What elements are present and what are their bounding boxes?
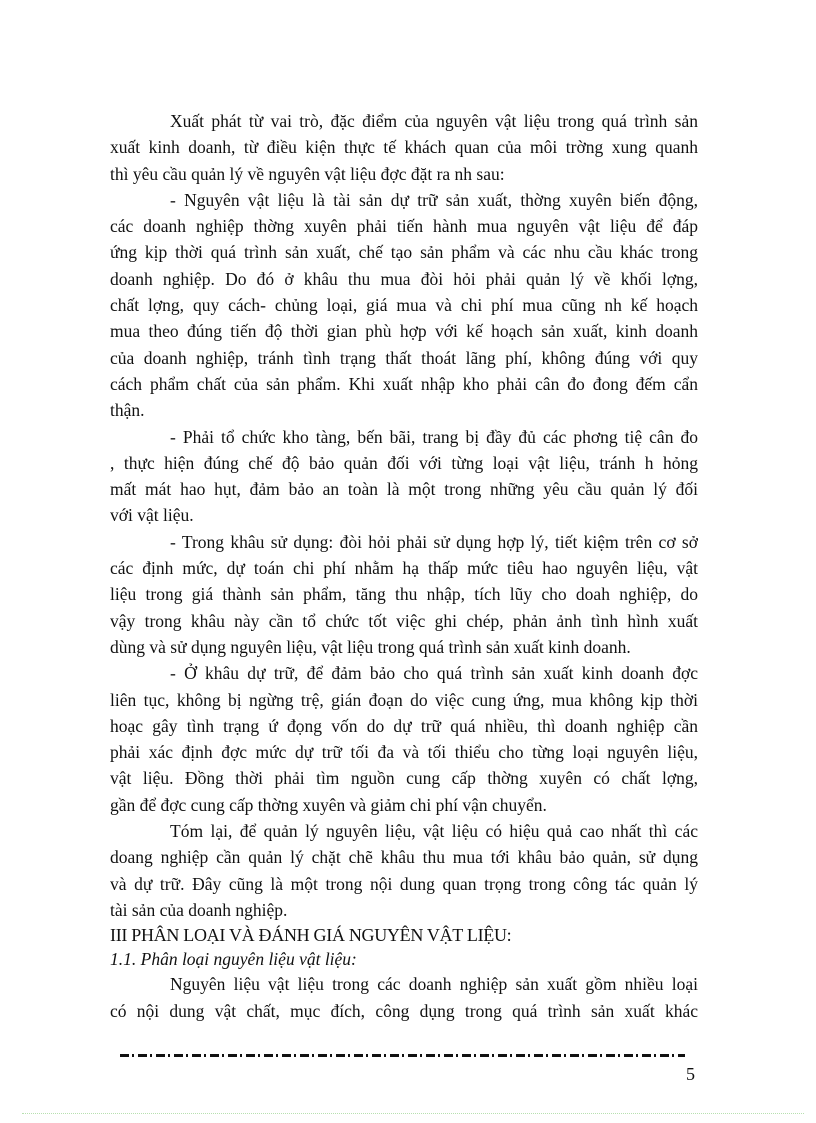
text-line: - Phải tổ chức kho tàng, bến bãi, trang bị đầy đủ các phơng tiệ cân đo [170, 426, 698, 447]
paragraph [110, 818, 698, 923]
text-line: gần để đợc cung cấp thờng xuyên và giảm chi phí vận chuyển. [110, 794, 547, 815]
text-line: thì yêu cầu quản lý về nguyên vật liệu đợc đặt ra nh sau: [110, 163, 505, 184]
text-line: liên tục, không bị ngừng trệ, gián đoạn do việc cung ứng, mua không kịp thời [110, 689, 698, 710]
text-line: các định mức, dự toán chi phí nhằm hạ thấp mức tiêu hao nguyên liệu, vật [110, 558, 698, 579]
text-line: thận. [110, 400, 145, 421]
text-line: vậy trong khâu này cần tổ chức tốt việc ghi chép, phản ảnh tình hình xuất [110, 610, 698, 631]
paragraph [110, 660, 698, 818]
page-number: 5 [686, 1064, 695, 1084]
text-line: các doanh nghiệp thờng xuyên phải tiến hành mua nguyên vật liệu để đáp [110, 216, 698, 237]
text-line: với vật liệu. [110, 505, 194, 526]
paragraph [110, 971, 698, 1024]
paragraphs [110, 108, 698, 923]
paragraph [110, 108, 698, 187]
text-line: Tóm lại, để quản lý nguyên liệu, vật liệu có hiệu quả cao nhất thì các [170, 821, 698, 842]
text-line: liệu trong giá thành sản phẩm, tăng thu nhập, tích lũy cho doah nghiệp, do [110, 584, 698, 605]
text-line: chất lợng, quy cách- chủng loại, giá mua và chi phí mua cũng nh kế hoạch [110, 295, 698, 316]
document-body [110, 108, 698, 1024]
text-line: tài sản của doanh nghiệp. [110, 899, 288, 920]
footer-dashed-rule [120, 1054, 685, 1057]
text-line: Xuất phát từ vai trò, đặc điểm của nguyên vật liệu trong quá trình sản [170, 111, 698, 131]
text-line: hoạc gây tình trạng ứ đọng vốn do dự trữ quá nhiều, thì doanh nghiệp cần [110, 715, 698, 736]
text-line: dùng và sử dụng nguyên liệu, vật liệu trong quá trình sản xuất kinh doanh. [110, 636, 631, 657]
paragraph [110, 187, 698, 424]
text-line: doanh nghiệp. Do đó ở khâu thu mua đòi hỏi phải quản lý về khối lợng, [110, 268, 698, 289]
text-line: vật liệu. Đồng thời phải tìm nguồn cung cấp thờng xuyên có chất lợng, [110, 768, 698, 789]
text-line: xuất kinh doanh, từ điều kiện thực tế khách quan của môi trờng xung quanh [110, 137, 698, 158]
paragraph [110, 529, 698, 660]
text-line: và dự trữ. Đây cũng là một trong nội dung quan trọng trong công tác quản lý [110, 873, 698, 894]
text-line: cách phẩm chất của sản phẩm. Khi xuất nhập kho phải cân đo đong đếm cẩn [110, 373, 698, 394]
text-line: doang nghiệp cần quản lý chặt chẽ khâu thu mua tới khâu bảo quản, sử dụng [110, 847, 698, 868]
text-line: ứng kịp thời quá trình sản xuất, chế tạo sản phẩm và các nhu cầu khác trong [110, 242, 698, 263]
text-line: phải xác định đợc mức dự trữ tối đa và tối thiểu cho từng loại nguyên liệu, [110, 742, 698, 763]
text-line: mất mát hao hụt, đảm bảo an toàn là một trong những yêu cầu quản lý đối [110, 479, 698, 500]
text-line: mua theo đúng tiến độ thời gian phù hợp với kế hoạch sản xuất, kinh doanh [110, 321, 698, 342]
text-line: của doanh nghiệp, tránh tình trạng thất thoát lãng phí, không đúng với quy [110, 347, 698, 368]
text-line: Nguyên liệu vật liệu trong các doanh nghiệp sản xuất gồm nhiều loại [170, 974, 698, 995]
page-border [22, 1113, 804, 1114]
text-line: - Nguyên vật liệu là tài sản dự trữ sản xuất, thờng xuyên biến động, [170, 189, 698, 210]
subsection-heading: 1.1. Phân loại nguyên liệu vật liệu: [110, 949, 357, 970]
section-heading: III PHÂN LOẠI VÀ ĐÁNH GIÁ NGUYÊN VẬT LIỆU: [110, 925, 512, 946]
text-line: có nội dung vật chất, mục đích, công dụng trong quá trình sản xuất khác [110, 1000, 698, 1021]
text-line: , thực hiện đúng chế độ bảo quản đối với từng loại vật liệu, tránh h hỏng [110, 452, 698, 473]
text-line: - Trong khâu sử dụng: đòi hỏi phải sử dụng hợp lý, tiết kiệm trên cơ sở [170, 531, 698, 552]
paragraph [110, 424, 698, 529]
text-line: - Ở khâu dự trữ, để đảm bảo cho quá trình sản xuất kinh doanh đợc [170, 663, 698, 684]
